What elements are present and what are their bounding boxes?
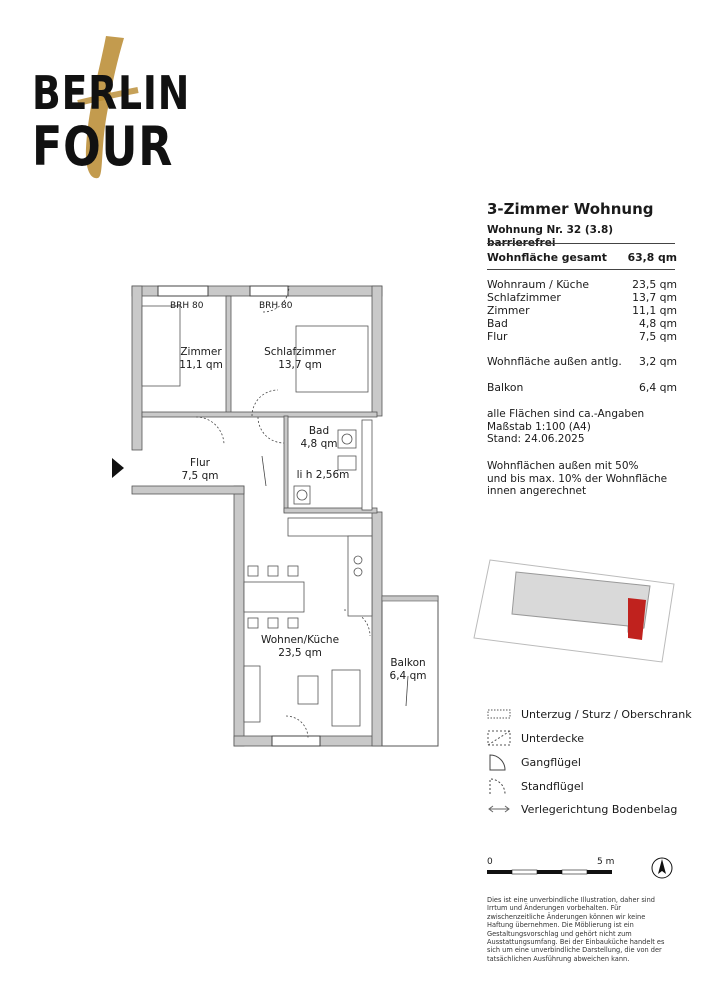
chair — [288, 566, 298, 576]
note-line: Wohnflächen außen mit 50% — [487, 460, 639, 472]
key-map — [468, 552, 680, 672]
balcony-rail — [382, 596, 438, 601]
arrow-icon — [487, 802, 511, 816]
legend-item — [487, 753, 581, 771]
room-label: Schlafzimmer — [487, 291, 561, 304]
total-area-value: 63,8 qm — [627, 251, 677, 264]
room-area: 11,1 qm — [179, 359, 223, 371]
legend-item — [487, 707, 692, 721]
divider — [487, 243, 675, 244]
legend-item — [487, 730, 584, 746]
balcony-area-value: 6,4 qm — [639, 381, 677, 394]
room-area: 7,5 qm — [181, 470, 219, 482]
wall-left-lower — [234, 486, 244, 746]
unit-subtitle: Wohnung Nr. 32 (3.8) barrierefrei — [487, 224, 614, 249]
note-line: alle Flächen sind ca.-Angaben — [487, 408, 645, 420]
door-swing-icon — [487, 753, 511, 771]
room-name: Bad — [308, 425, 330, 437]
entry-arrow-icon — [112, 458, 124, 478]
chair — [288, 618, 298, 628]
divider — [487, 269, 675, 270]
unit-title: 3-Zimmer Wohnung — [487, 200, 654, 218]
window — [272, 736, 320, 746]
disclaimer-line: sich um eine unverbindliche Darstellung, die von der — [487, 946, 662, 955]
outside-area-label: Wohnfläche außen antlg. — [487, 355, 622, 368]
shower-wall — [362, 420, 372, 510]
washer-drum — [297, 490, 307, 500]
legend-label: Unterdecke — [521, 731, 584, 745]
disclaimer-line: Dies ist eine unverbindliche Illustration, daher sind — [487, 896, 655, 904]
note-line: Stand: 24.06.2025 — [487, 433, 585, 445]
chair — [248, 618, 258, 628]
disclaimer — [487, 896, 682, 963]
note-line: innen angerechnet — [487, 485, 587, 497]
disclaimer-line: Ausstattungsumfang. Bei der Einbauküche handelt es — [487, 938, 665, 947]
brh-label: BRH 80 — [170, 301, 204, 311]
room-area: 4,8 qm — [300, 438, 338, 450]
outside-area-value: 3,2 qm — [639, 355, 677, 368]
room-label: Zimmer — [487, 304, 530, 317]
outside-area-row — [487, 355, 677, 368]
notes-block-2 — [487, 460, 677, 498]
total-area-row — [487, 251, 677, 264]
toilet — [338, 456, 356, 470]
brh-label: BRH 80 — [259, 301, 293, 311]
scale-start: 0 — [487, 857, 493, 867]
dotted-rectangle-icon — [487, 707, 511, 721]
room-value: 4,8 qm — [639, 317, 677, 330]
note-line: und bis max. 10% der Wohnfläche — [487, 472, 668, 485]
logo-line-1: BERLIN — [32, 66, 191, 120]
north-arrow-icon — [650, 856, 674, 880]
room-value: 11,1 qm — [632, 304, 677, 317]
wall-right-upper — [372, 286, 382, 416]
legend-label: Gangflügel — [521, 755, 581, 769]
room-area: 6,4 qm — [389, 670, 427, 682]
logo-line-2: FOUR — [32, 115, 174, 178]
wall-rooms-bottom — [142, 412, 377, 417]
room-area: 13,7 qm — [278, 359, 322, 371]
legend-label: Verlegerichtung Bodenbelag — [521, 802, 678, 816]
brand-logo — [28, 28, 191, 188]
kitchen-counter-top — [288, 518, 372, 536]
dashed-diagonal-icon — [487, 730, 511, 746]
door-swing-icon — [258, 417, 284, 443]
disclaimer-line: Gestaltungsvorschlag und gehört nicht zum — [487, 929, 632, 938]
legend-item — [487, 802, 677, 816]
room-label: Wohnraum / Küche — [487, 278, 590, 291]
room-label-zimmer — [156, 346, 246, 372]
chair — [268, 566, 278, 576]
legend-label: Unterzug / Sturz / Oberschrank — [521, 707, 692, 721]
chair — [248, 566, 258, 576]
arrow-icon — [262, 456, 266, 486]
wall-bath — [284, 416, 288, 512]
room-name: Zimmer — [180, 346, 222, 358]
dining-table — [244, 582, 304, 612]
disclaimer-line: zwischenzeitliche Änderungen können wir keine — [487, 912, 646, 921]
window — [250, 286, 288, 296]
total-area-label: Wohnfläche gesamt — [487, 251, 607, 264]
coffee-table — [298, 676, 318, 704]
scale-end: 5 m — [597, 857, 615, 867]
note-line: Maßstab 1:100 (A4) — [487, 420, 591, 433]
room-row — [487, 278, 677, 291]
room-label: Bad — [487, 317, 508, 330]
room-name: Balkon — [390, 657, 426, 669]
legend-item — [487, 777, 584, 795]
door-swing-icon — [196, 417, 224, 445]
room-value: 7,5 qm — [639, 330, 677, 343]
room-label-bad — [294, 425, 344, 451]
wall-flur-bottom — [132, 486, 244, 494]
room-row — [487, 330, 677, 343]
sofa — [332, 670, 360, 726]
sideboard — [244, 666, 260, 722]
room-label-flur — [172, 457, 228, 483]
chair — [268, 618, 278, 628]
room-row — [487, 291, 677, 304]
room-name: Flur — [190, 457, 210, 469]
rooms-table — [487, 278, 677, 343]
wall-right-lower — [372, 512, 382, 746]
kitchen-counter-side — [348, 536, 372, 616]
disclaimer-line: tatsächlichen Ausführung abweichen kann. — [487, 954, 630, 963]
room-row — [487, 317, 677, 330]
window — [158, 286, 208, 296]
room-label-balkon — [380, 657, 436, 683]
fixed-leaf-icon — [487, 777, 511, 795]
disclaimer-line: Haftung übernehmen. Die Möblierung ist ein — [487, 921, 634, 930]
room-area: 23,5 qm — [278, 647, 322, 659]
notes-block — [487, 408, 677, 446]
hob — [354, 568, 362, 576]
room-label: Flur — [487, 330, 508, 343]
wall-left-upper — [132, 286, 142, 450]
hob — [354, 556, 362, 564]
room-label-wohnen — [244, 634, 356, 660]
key-map-unit-highlight — [628, 598, 646, 640]
room-value: 13,7 qm — [632, 291, 677, 304]
room-value: 23,5 qm — [632, 278, 677, 291]
scale-bar — [487, 868, 617, 878]
disclaimer-line: Irrtum und Änderungen vorbehalten. Für — [487, 904, 621, 913]
legend-label: Standflügel — [521, 779, 584, 793]
room-name: Schlafzimmer — [264, 346, 336, 358]
bath-height-label: li h 2,56m — [296, 469, 350, 481]
room-label-schlafzimmer — [250, 346, 350, 372]
balcony-area-row — [487, 381, 677, 394]
room-row — [487, 304, 677, 317]
door-swing-icon — [286, 716, 308, 738]
balcony-area-label: Balkon — [487, 381, 524, 394]
room-name: Wohnen/Küche — [260, 634, 340, 646]
